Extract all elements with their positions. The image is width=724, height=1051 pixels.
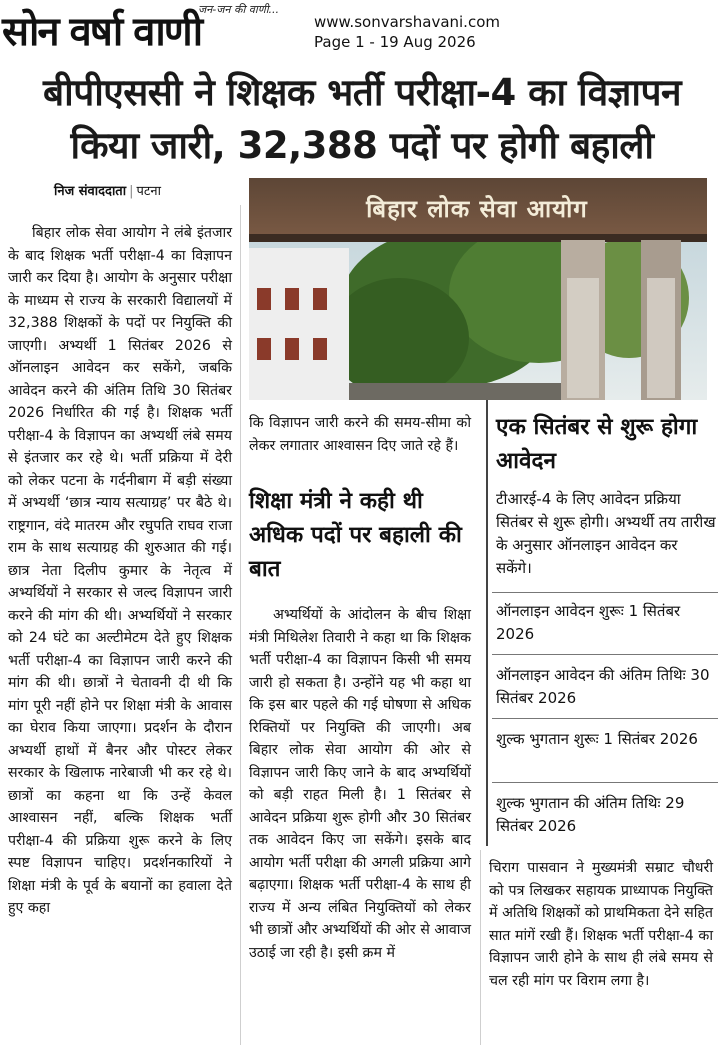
building-sign: बिहार लोक सेवा आयोग bbox=[366, 194, 588, 223]
page-info: Page 1 - 19 Aug 2026 bbox=[314, 33, 476, 51]
byline bbox=[54, 181, 161, 199]
info-item-fee-start: शुल्क भुगतान शुरूः 1 सितंबर 2026 bbox=[496, 730, 698, 748]
website-url[interactable]: www.sonvarshavani.com bbox=[314, 13, 500, 31]
byline-separator: | bbox=[129, 184, 134, 199]
info-item-application-deadline: ऑनलाइन आवेदन की अंतिम तिथिः 30 सितंबर 2026 bbox=[496, 666, 710, 707]
article-column-2: अभ्यर्थियों के आंदोलन के बीच शिक्षा मंत्री मिथिलेश तिवारी ने कहा था कि शिक्षक भर्ती परीक्षा-4 का विज्ञापन किसी भी समय जारी हो सकता है। उन्होंने यह भी कहा था कि इस बार पहले की गई घोषणा से अधिक रिक्तियों पर नियुक्ति की जाएगी। अब बिहार लोक सेवा आयोग की ओर से विज्ञापन जारी किए जाने के बाद अभ्यर्थियों को बड़ी राहत मिली है। 1 सितंबर से आवेदन प्रक्रिया शुरू होगी और 30 सितंबर तक आवेदन किए जा सकेंगे। इसके बाद आयोग भर्ती परीक्षा की अगली प्रक्रिया आगे बढ़ाएगा। शिक्षक भर्ती परीक्षा-4 के साथ ही राज्य में अन्य लंबित नियुक्तियों को लेकर भी छात्रों और अभ्यर्थियों की ओर से आवाज उठाई जा रही है। इसी क्रम में bbox=[249, 607, 471, 961]
logo-tagline: जन-जन की वाणी... bbox=[198, 3, 280, 16]
info-box-intro: टीआरई-4 के लिए आवेदन प्रक्रिया सितंबर से शुरू होगी। अभ्यर्थी तय तारीख के अनुसार ऑनलाइन आवेदन कर सकेंगे। bbox=[496, 490, 716, 577]
info-divider bbox=[492, 654, 718, 655]
headline bbox=[6, 66, 718, 172]
article-column-2-continuation: कि विज्ञापन जारी करने की समय-सीमा को लेकर लगातार आश्वासन दिए जाते रहे हैं। bbox=[249, 415, 471, 454]
info-divider bbox=[492, 782, 718, 783]
byline-reporter: निज संवाददाता bbox=[54, 184, 127, 199]
info-box-title: एक सितंबर से शुरू होगा आवेदन bbox=[496, 414, 698, 474]
article-subheading: शिक्षा मंत्री ने कही थी अधिक पदों पर बहाली की बात bbox=[249, 488, 462, 582]
bpsc-building-photo bbox=[249, 178, 707, 400]
headline-line-2: किया जारी, 32,388 पदों पर होगी बहाली bbox=[70, 124, 654, 167]
column-rule bbox=[240, 205, 241, 1045]
info-divider bbox=[492, 718, 718, 719]
site-info bbox=[314, 12, 500, 52]
article-column-1: बिहार लोक सेवा आयोग ने लंबे इंतजार के बाद शिक्षक भर्ती परीक्षा-4 का विज्ञापन जारी कर दिया है। आयोग के अनुसार परीक्षा के माध्यम से राज्य के सरकारी विद्यालयों में 32,388 शिक्षकों के पदों पर नियुक्ति की जाएगी। अभ्यर्थी 1 सितंबर 2026 से ऑनलाइन आवेदन कर सकेंगे, जबकि आवेदन करने की अंतिम तिथि 30 सितंबर 2026 निर्धारित की गई है। शिक्षक भर्ती परीक्षा-4 के विज्ञापन का अभ्यर्थी लंबे समय से इंतजार कर रहे थे। भर्ती प्रक्रिया में देरी को लेकर पटना के गर्दनीबाग में बड़ी संख्या में अभ्यर्थी ‘छात्र न्याय सत्याग्रह’ पर बैठे थे। राष्ट्रगान, वंदे मातरम और रघुपति राघव राजा राम के साथ सत्याग्रह की शुरुआत की गई। छात्र नेता दिलीप कुमार के नेतृत्व में अभ्यर्थियों ने सरकार से जल्द विज्ञापन जारी करने की मांग की थी। अभ्यर्थियों ने सरकार को 24 घंटे का अल्टीमेटम देते हुए शिक्षक भर्ती परीक्षा-4 का विज्ञापन जारी करने की मांग की थी। छात्रों ने चेतावनी दी थी कि मांग पूरी नहीं होने पर शिक्षा मंत्री के आवास का घेराव किया जाएगा। प्रदर्शन के दौरान अभ्यर्थी हाथों में बैनर और पोस्टर लेकर सरकार के खिलाफ नारेबाजी भी कर रहे थे। छात्रों का कहना था कि उन्हें केवल आश्वासन नहीं, बल्कि शिक्षक भर्ती परीक्षा-4 की प्रक्रिया शुरू करने के लिए स्पष्ट विज्ञापन चाहिए। प्रदर्शनकारियों ने शिक्षा मंत्री के पूर्व के बयानों का हवाला देते हुए कहा bbox=[8, 225, 232, 916]
info-item-fee-deadline: शुल्क भुगतान की अंतिम तिथिः 29 सितंबर 2026 bbox=[496, 794, 685, 835]
masthead bbox=[0, 0, 724, 58]
column-rule bbox=[480, 850, 481, 1045]
newspaper-logo bbox=[2, 2, 302, 56]
newspaper-name: सोन वर्षा वाणी bbox=[2, 8, 202, 55]
article-column-3: चिराग पासवान ने मुख्यमंत्री सम्राट चौधरी को पत्र लिखकर सहायक प्राध्यापक नियुक्ति में अतिथि शिक्षकों को प्राथमिकता देने सहित सात मांगें रखी हैं। शिक्षक भर्ती परीक्षा-4 का विज्ञापन जारी होने के साथ ही लंबे समय से चल रही मांग पर विराम लगा है। bbox=[489, 860, 713, 989]
headline-line-1: बीपीएससी ने शिक्षक भर्ती परीक्षा-4 का विज्ञापन bbox=[42, 71, 682, 114]
info-divider bbox=[492, 592, 718, 593]
info-item-application-start: ऑनलाइन आवेदन शुरूः 1 सितंबर 2026 bbox=[496, 602, 681, 643]
byline-city: पटना bbox=[136, 184, 162, 199]
application-info-box bbox=[486, 400, 718, 846]
